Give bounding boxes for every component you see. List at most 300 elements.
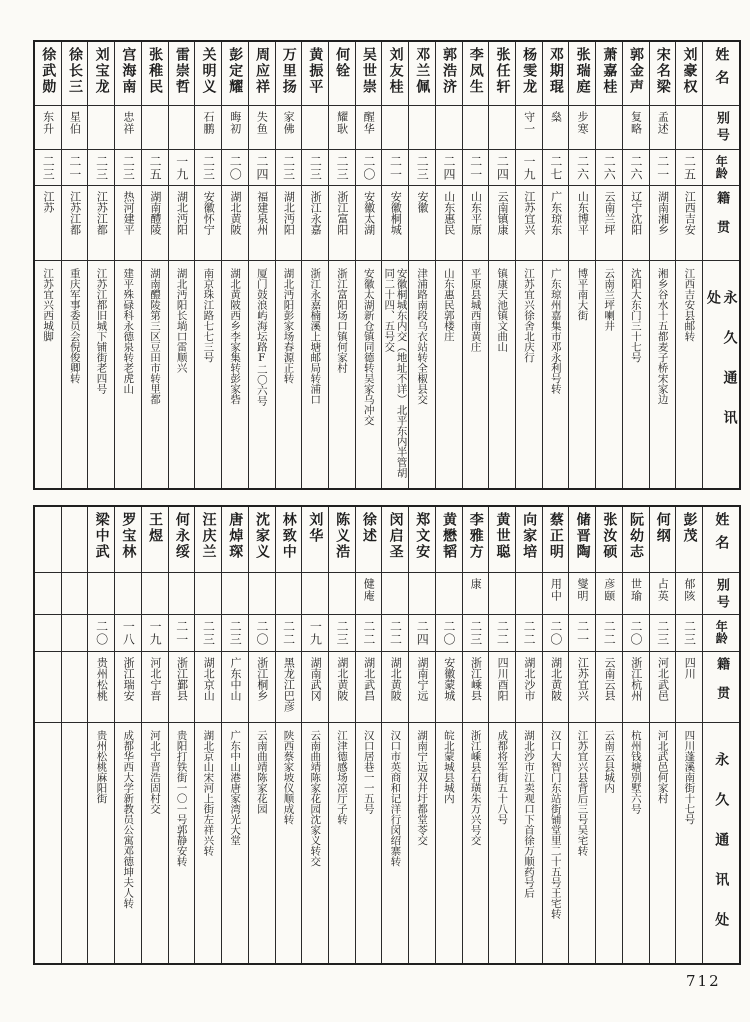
native-cell: 浙江富阳: [329, 186, 355, 261]
person-column: [649, 42, 676, 488]
native-cell: 湖北武昌: [356, 652, 382, 723]
header-column: [702, 42, 739, 488]
native-cell: 福建泉州: [249, 186, 275, 261]
name-cell: 周应祥: [249, 42, 275, 106]
address-cell: 汉口市英商和记洋行闵绍寨转: [389, 730, 402, 867]
name-cell: 黄振平: [302, 42, 328, 106]
alias-cell: 康: [463, 573, 489, 615]
alias-cell: [142, 106, 168, 150]
address-cell: 重庆军事委员会倪俊卿转: [68, 268, 81, 384]
native-cell: 黑龙江巴彦: [276, 652, 302, 723]
alias-cell: [409, 106, 435, 150]
age-cell: 二四: [409, 615, 435, 652]
age-cell: 二二: [489, 615, 515, 652]
alias-cell: 燊: [543, 106, 569, 150]
person-column: [35, 507, 61, 963]
person-column: [328, 507, 355, 963]
name-cell: 张瑞庭: [569, 42, 595, 106]
alias-cell: [88, 573, 114, 615]
address-cell: 江苏宜兴徐舍北庆行: [523, 268, 536, 363]
alias-cell: 家佛: [276, 106, 302, 150]
alias-cell: 健庵: [356, 573, 382, 615]
address-cell: 江苏宜兴县背后三号吴宅转: [576, 730, 589, 856]
age-cell: 一九: [169, 150, 195, 186]
person-column: [568, 42, 595, 488]
age-cell: 二二: [356, 615, 382, 652]
name-cell: 梁中武: [88, 507, 114, 573]
native-cell: 江苏: [35, 186, 61, 261]
address-cell: 贵州松桃麻阳街: [95, 730, 108, 804]
native-cell: 山东博平: [569, 186, 595, 261]
address-cell: 江西吉安县邮转: [683, 268, 696, 342]
native-cell: 湖南宁远: [409, 652, 435, 723]
age-cell: 二三: [222, 615, 248, 652]
age-cell: 一九: [142, 615, 168, 652]
directory-table-bottom: [33, 505, 741, 965]
alias-cell: 世瑜: [623, 573, 649, 615]
age-cell: 二一: [62, 150, 88, 186]
address-cell: 浙江永嘉楠溪上塘邮局转浦口: [309, 268, 322, 405]
age-cell: 二三: [302, 150, 328, 186]
age-cell: 二〇: [356, 150, 382, 186]
age-cell: 二一: [382, 150, 408, 186]
address-cell: 皖北蒙城县城内: [442, 730, 455, 804]
name-cell: [35, 507, 61, 573]
name-cell: 汪庆兰: [195, 507, 221, 573]
native-cell: 四川: [676, 652, 702, 723]
name-cell: 沈家义: [249, 507, 275, 573]
native-cell: 广东中山: [222, 652, 248, 723]
address-cell: 汉口大智门东站街铺堂里二十五号王宅转: [549, 730, 562, 919]
native-cell: 湖北黄陂: [382, 652, 408, 723]
age-cell: 二五: [676, 150, 702, 186]
address-cell: 湖北沔阳长埫口雷顺兴: [175, 268, 188, 373]
person-column: [328, 42, 355, 488]
alias-cell: [142, 573, 168, 615]
native-cell: 湖北沔阳: [276, 186, 302, 261]
name-cell: 陈义浩: [329, 507, 355, 573]
alias-cell: [489, 106, 515, 150]
alias-cell: [596, 106, 622, 150]
address-cell: 湖北沔阳彭家场春源正转: [282, 268, 295, 384]
address-cell: 镇康天池镇文曲山: [496, 268, 509, 352]
alias-cell: [436, 106, 462, 150]
native-cell: 湖南武冈: [302, 652, 328, 723]
name-cell: 储晋陶: [569, 507, 595, 573]
alias-cell: [436, 573, 462, 615]
age-cell: 二七: [543, 150, 569, 186]
native-cell: 云南镇康: [489, 186, 515, 261]
address-cell: 贵阳打铁街一〇一号郭静安转: [175, 730, 188, 867]
person-column: [301, 42, 328, 488]
native-cell: 山东惠民: [436, 186, 462, 261]
native-cell: 河北武邑: [650, 652, 676, 723]
native-cell: 湖北黄陂: [222, 186, 248, 261]
header-age: 年龄: [703, 150, 739, 186]
address-cell: 湖南醴陵第三区豆田市转里都: [148, 268, 161, 405]
alias-cell: 彦颐: [596, 573, 622, 615]
person-column: [35, 42, 61, 488]
person-column: [542, 42, 569, 488]
native-cell: 浙江杭州: [623, 652, 649, 723]
name-cell: 何铨: [329, 42, 355, 106]
name-cell: 杨雯龙: [516, 42, 542, 106]
native-cell: 贵州松桃: [88, 652, 114, 723]
person-column: [515, 507, 542, 963]
alias-cell: 忠祥: [115, 106, 141, 150]
native-cell: 浙江永嘉: [302, 186, 328, 261]
address-cell: 平原县城西南黄庄: [469, 268, 482, 352]
age-cell: 二四: [249, 150, 275, 186]
alias-cell: 用中: [543, 573, 569, 615]
name-cell: 罗宝林: [115, 507, 141, 573]
person-column: [355, 42, 382, 488]
address-cell: 杭州钱塘别墅六号: [629, 730, 642, 814]
native-cell: 江西吉安: [676, 186, 702, 261]
name-cell: 吴世崇: [356, 42, 382, 106]
header-native: 籍贯: [703, 186, 739, 261]
header-column: [702, 507, 739, 963]
address-cell: 建平殊碌科永德泉转老虎山: [122, 268, 135, 394]
person-column: [275, 42, 302, 488]
address-cell: [35, 723, 61, 963]
native-cell: [35, 652, 61, 723]
alias-cell: [382, 573, 408, 615]
alias-cell: 醒华: [356, 106, 382, 150]
person-column: [301, 507, 328, 963]
address-cell: 广东中山港唐家湾光大堂: [229, 730, 242, 846]
age-cell: 二三: [676, 615, 702, 652]
name-cell: 刘友桂: [382, 42, 408, 106]
alias-cell: 失鱼: [249, 106, 275, 150]
name-cell: 李凤生: [463, 42, 489, 106]
person-column: [408, 42, 435, 488]
name-cell: 彭定耀: [222, 42, 248, 106]
address-cell: 厦门鼓浪屿海坛路F二〇六号: [255, 268, 268, 406]
address-cell: 江津德感场凉厅子转: [335, 730, 348, 825]
name-cell: 徐武勋: [35, 42, 61, 106]
person-column: [462, 42, 489, 488]
name-cell: 王煜: [142, 507, 168, 573]
alias-cell: [276, 573, 302, 615]
address-cell: 浙江富阳场口镇何家村: [335, 268, 348, 373]
name-cell: 徐长三: [62, 42, 88, 106]
native-cell: 辽宁沈阳: [623, 186, 649, 261]
age-cell: 二〇: [249, 615, 275, 652]
address-cell: 成都华西大学新教员公寓邓德坤夫人转: [122, 730, 135, 909]
name-cell: 郭金声: [623, 42, 649, 106]
name-cell: 万里扬: [276, 42, 302, 106]
name-cell: 刘华: [302, 507, 328, 573]
name-cell: 彭茂: [676, 507, 702, 573]
alias-cell: [382, 106, 408, 150]
age-cell: 二〇: [88, 615, 114, 652]
native-cell: 湖北黄陂: [543, 652, 569, 723]
age-cell: 二一: [569, 615, 595, 652]
person-column: [87, 507, 114, 963]
native-cell: 四川酉阳: [489, 652, 515, 723]
person-column: [114, 42, 141, 488]
address-cell: 云南兰坪喇井: [603, 268, 616, 331]
native-cell: 浙江瑞安: [115, 652, 141, 723]
native-cell: 浙江嵊县: [463, 652, 489, 723]
person-column: [488, 507, 515, 963]
name-cell: 唐焯琛: [222, 507, 248, 573]
alias-cell: 星伯: [62, 106, 88, 150]
age-cell: 一九: [516, 150, 542, 186]
header-age: 年龄: [703, 615, 739, 652]
person-column: [275, 507, 302, 963]
address-cell: 安徽太湖新仓镇同德转吴家乌冲交: [362, 268, 375, 426]
age-cell: 一八: [115, 615, 141, 652]
name-cell: 宋名梁: [650, 42, 676, 106]
name-cell: 林致中: [276, 507, 302, 573]
name-cell: 张汝硕: [596, 507, 622, 573]
address-cell: 湖北黄陂西乡李家集转彭家砦: [229, 268, 242, 405]
age-cell: 二四: [436, 150, 462, 186]
age-cell: 二三: [195, 150, 221, 186]
alias-cell: 郁陔: [676, 573, 702, 615]
address-cell: 浙江嵊县石璜朱万兴号交: [469, 730, 482, 846]
address-cell: 湖北沙市江卖观口下首徐万顺药号后: [523, 730, 536, 898]
age-cell: 二三: [329, 615, 355, 652]
person-column: [542, 507, 569, 963]
native-cell: 湖南湘乡: [650, 186, 676, 261]
native-cell: 河北宁晋: [142, 652, 168, 723]
address-cell: 河北武邑何家村: [656, 730, 669, 804]
native-cell: 湖北沔阳: [169, 186, 195, 261]
age-cell: 二三: [276, 150, 302, 186]
alias-cell: 占英: [650, 573, 676, 615]
age-cell: 二五: [142, 150, 168, 186]
alias-cell: [676, 106, 702, 150]
native-cell: 安徽: [409, 186, 435, 261]
person-column: [649, 507, 676, 963]
native-cell: 云南云县: [596, 652, 622, 723]
address-cell: 安徽桐城东内交（地址不详）北平东内半管胡同二十四、五号交: [383, 268, 408, 478]
alias-cell: 石鹏: [195, 106, 221, 150]
age-cell: 二一: [650, 150, 676, 186]
person-column: [515, 42, 542, 488]
name-cell: 蔡正明: [543, 507, 569, 573]
person-column: [194, 507, 221, 963]
native-cell: 安徽桐城: [382, 186, 408, 261]
header-native: 籍贯: [703, 652, 739, 723]
alias-cell: 耀耿: [329, 106, 355, 150]
alias-cell: 守一: [516, 106, 542, 150]
alias-cell: [249, 573, 275, 615]
alias-cell: [195, 573, 221, 615]
alias-cell: 东升: [35, 106, 61, 150]
alias-cell: 燮明: [569, 573, 595, 615]
age-cell: 二六: [596, 150, 622, 186]
person-column: [435, 507, 462, 963]
alias-cell: [62, 573, 88, 615]
address-cell: 湖南宁远双井圩都堂苓交: [416, 730, 429, 846]
native-cell: [62, 652, 88, 723]
native-cell: 安徽怀宁: [195, 186, 221, 261]
person-column: [248, 42, 275, 488]
age-cell: 二二: [596, 615, 622, 652]
native-cell: 江苏江都: [88, 186, 114, 261]
name-cell: 阮幼志: [623, 507, 649, 573]
person-column: [61, 507, 88, 963]
age-cell: 二六: [569, 150, 595, 186]
person-column: [61, 42, 88, 488]
alias-cell: 步寒: [569, 106, 595, 150]
address-cell: 成都将军街五十八号: [496, 730, 509, 825]
address-cell: 河北宁晋浩固村交: [148, 730, 161, 814]
address-cell: 山东惠民郭楼庄: [442, 268, 455, 342]
age-cell: [35, 615, 61, 652]
alias-cell: [169, 573, 195, 615]
name-cell: 徐述: [356, 507, 382, 573]
person-column: [221, 42, 248, 488]
name-cell: 何纲: [650, 507, 676, 573]
header-address: 永久通讯处: [713, 752, 730, 952]
address-cell: 四川蓬溪南街十七号: [683, 730, 696, 825]
age-cell: 二二: [276, 615, 302, 652]
alias-cell: 晦初: [222, 106, 248, 150]
name-cell: 张稚民: [142, 42, 168, 106]
name-cell: 萧嘉桂: [596, 42, 622, 106]
age-cell: 二六: [623, 150, 649, 186]
address-cell: 广东琼州嘉集市邓永利号转: [549, 268, 562, 394]
name-cell: 关明义: [195, 42, 221, 106]
header-alias: 别号: [703, 573, 739, 615]
person-column: [114, 507, 141, 963]
person-column: [381, 507, 408, 963]
native-cell: 江苏宜兴: [569, 652, 595, 723]
age-cell: 二〇: [222, 150, 248, 186]
name-cell: 郑文安: [409, 507, 435, 573]
address-cell: 汉口居巷一一五号: [362, 730, 375, 814]
person-column: [141, 42, 168, 488]
alias-cell: [35, 573, 61, 615]
age-cell: 二一: [463, 150, 489, 186]
address-cell: 江苏江都旧城下铺街老四号: [95, 268, 108, 394]
person-column: [194, 42, 221, 488]
alias-cell: [115, 573, 141, 615]
alias-cell: [409, 573, 435, 615]
age-cell: 二〇: [543, 615, 569, 652]
name-cell: 郭浩济: [436, 42, 462, 106]
age-cell: 二三: [409, 150, 435, 186]
person-column: [168, 507, 195, 963]
address-cell: 云南曲靖陈家花园沈家义转交: [309, 730, 322, 867]
native-cell: 湖北京山: [195, 652, 221, 723]
address-cell: 江苏宜兴西城脚: [42, 268, 55, 342]
person-column: [168, 42, 195, 488]
native-cell: 湖南醴陵: [142, 186, 168, 261]
person-column: [435, 42, 462, 488]
person-column: [595, 42, 622, 488]
address-cell: 云南曲靖陈家花园: [255, 730, 268, 814]
alias-cell: [329, 573, 355, 615]
alias-cell: [302, 106, 328, 150]
header-name: 姓名: [703, 507, 739, 573]
person-column: [488, 42, 515, 488]
address-cell: [62, 723, 88, 963]
alias-cell: [88, 106, 114, 150]
native-cell: 江苏宜兴: [516, 186, 542, 261]
address-cell: 津浦路南段乌衣站转全椒县交: [416, 268, 429, 405]
header-name: 姓名: [703, 42, 739, 106]
alias-cell: [222, 573, 248, 615]
alias-cell: [463, 106, 489, 150]
age-cell: 二一: [169, 615, 195, 652]
header-address: 永久通讯处: [705, 290, 738, 450]
native-cell: 江苏江都: [62, 186, 88, 261]
name-cell: 刘宝龙: [88, 42, 114, 106]
age-cell: 二〇: [436, 615, 462, 652]
alias-cell: 孟述: [650, 106, 676, 150]
address-cell: 南京珠江路七七三号: [202, 268, 215, 363]
address-cell: 博平南大街: [576, 268, 589, 321]
name-cell: 雷崇哲: [169, 42, 195, 106]
native-cell: 热河建平: [115, 186, 141, 261]
alias-cell: [516, 573, 542, 615]
age-cell: 二〇: [623, 615, 649, 652]
native-cell: 安徽太湖: [356, 186, 382, 261]
address-cell: 湘乡谷水十五都麦子桥宋家边: [656, 268, 669, 405]
name-cell: 何永绥: [169, 507, 195, 573]
age-cell: 二二: [382, 615, 408, 652]
person-column: [568, 507, 595, 963]
name-cell: 邓兰佩: [409, 42, 435, 106]
alias-cell: 复略: [623, 106, 649, 150]
person-column: [381, 42, 408, 488]
age-cell: 二三: [329, 150, 355, 186]
native-cell: 湖北沙市: [516, 652, 542, 723]
person-column: [675, 42, 702, 488]
address-cell: 沈阳大东门三十七号: [629, 268, 642, 363]
person-column: [221, 507, 248, 963]
name-cell: 黄世聪: [489, 507, 515, 573]
person-column: [248, 507, 275, 963]
person-column: [622, 42, 649, 488]
age-cell: 二三: [88, 150, 114, 186]
native-cell: 浙江桐乡: [249, 652, 275, 723]
person-column: [462, 507, 489, 963]
age-cell: [62, 615, 88, 652]
address-cell: 湖北京山宋河上街左祥兴转: [202, 730, 215, 856]
native-cell: 湖北黄陂: [329, 652, 355, 723]
age-cell: 二三: [195, 615, 221, 652]
age-cell: 二三: [35, 150, 61, 186]
native-cell: 广东琼东: [543, 186, 569, 261]
header-alias: 别号: [703, 106, 739, 150]
age-cell: 二四: [489, 150, 515, 186]
name-cell: 李雅方: [463, 507, 489, 573]
name-cell: [62, 507, 88, 573]
native-cell: 安徽蒙城: [436, 652, 462, 723]
age-cell: 二三: [650, 615, 676, 652]
person-column: [622, 507, 649, 963]
name-cell: 黄懋韬: [436, 507, 462, 573]
age-cell: 二三: [115, 150, 141, 186]
person-column: [87, 42, 114, 488]
name-cell: 宫海南: [115, 42, 141, 106]
name-cell: 张任轩: [489, 42, 515, 106]
address-cell: 陕西蔡家坡仪顺成转: [282, 730, 295, 825]
directory-table-top: [33, 40, 741, 490]
age-cell: 二三: [463, 615, 489, 652]
age-cell: 二二: [516, 615, 542, 652]
person-column: [355, 507, 382, 963]
person-column: [408, 507, 435, 963]
name-cell: 向家培: [516, 507, 542, 573]
